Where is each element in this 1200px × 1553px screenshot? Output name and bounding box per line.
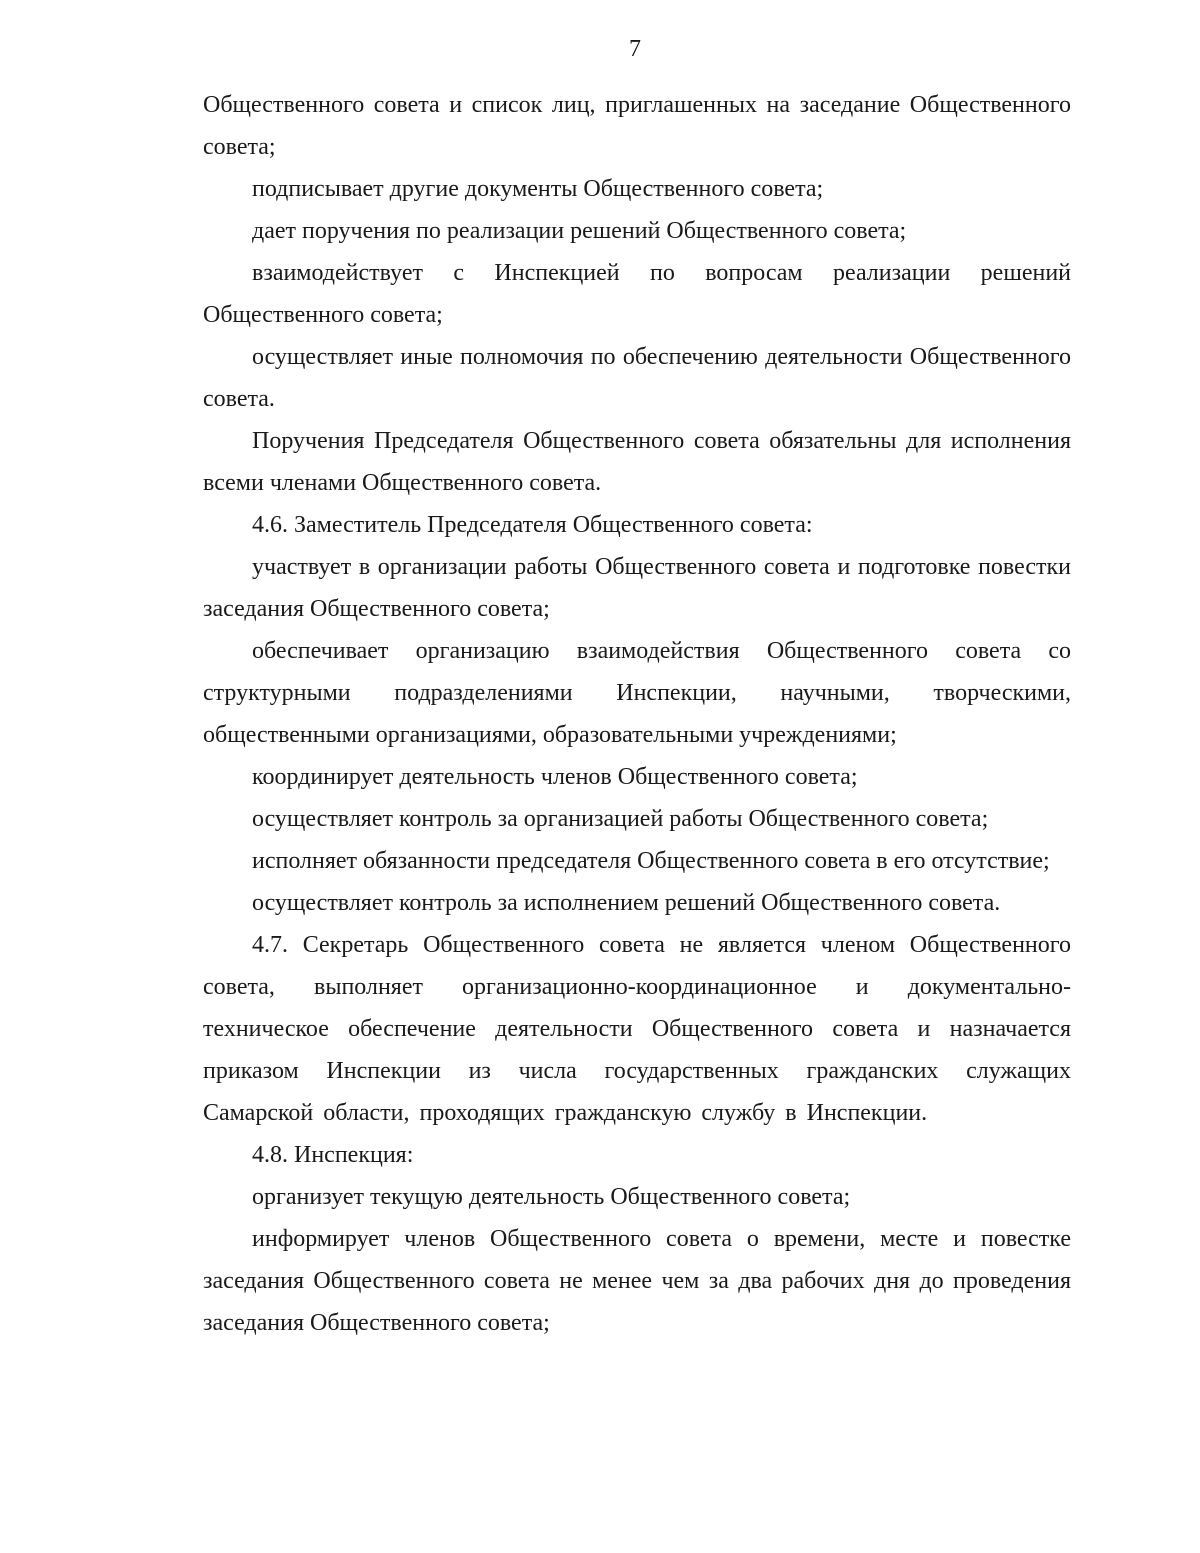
paragraph: осуществляет контроль за исполнением решений Общественного совета. xyxy=(252,890,1001,916)
paragraph: участвует в организации работы Общественного совета и подготовке повестки заседания Общественного совета; xyxy=(203,554,1071,622)
paragraph: дает поручения по реализации решений Общественного совета; xyxy=(252,218,907,244)
paragraph: исполняет обязанности председателя Общественного совета в его отсутствие; xyxy=(252,848,1050,874)
paragraph: взаимодействует с Инспекцией по вопросам реализации решений Общественного совета; xyxy=(203,260,1071,328)
paragraph: подписывает другие документы Общественного совета; xyxy=(252,176,824,202)
paragraph: осуществляет контроль за организацией работы Общественного совета; xyxy=(252,806,989,832)
paragraph: координирует деятельность членов Общественного совета; xyxy=(252,764,858,790)
page-number: 7 xyxy=(629,36,641,62)
paragraph-continuation: Общественного совета и список лиц, приглашенных на заседание Общественного совета; xyxy=(203,92,1071,160)
paragraph: осуществляет иные полномочия по обеспечению деятельности Общественного совета. xyxy=(203,344,1071,412)
section-heading-4-8: 4.8. Инспекция: xyxy=(252,1142,414,1168)
paragraph: Поручения Председателя Общественного совета обязательны для исполнения всеми членами Общественного совета. xyxy=(203,428,1071,496)
paragraph: информирует членов Общественного совета о времени, месте и повестке заседания Общественного совета не менее чем за два рабочих дня до проведения заседания Общественного совета; xyxy=(203,1226,1071,1336)
section-paragraph-4-7: 4.7. Секретарь Общественного совета не является членом Общественного совета, выполняет организационно-координационное и документально-техническое обеспечение деятельности Общественного совета и назначается приказом Инспекции из числа государственных гражданских служащих Самарской области, проходящих гражданскую службу в Инспекции. xyxy=(203,932,1071,1126)
document-body xyxy=(203,84,1071,1344)
paragraph: обеспечивает организацию взаимодействия Общественного совета со структурными подразделениями Инспекции, научными, творческими, общественными организациями, образовательными учреждениями; xyxy=(203,638,1071,748)
section-heading-4-6: 4.6. Заместитель Председателя Общественного совета: xyxy=(252,512,813,538)
paragraph: организует текущую деятельность Общественного совета; xyxy=(252,1184,851,1210)
